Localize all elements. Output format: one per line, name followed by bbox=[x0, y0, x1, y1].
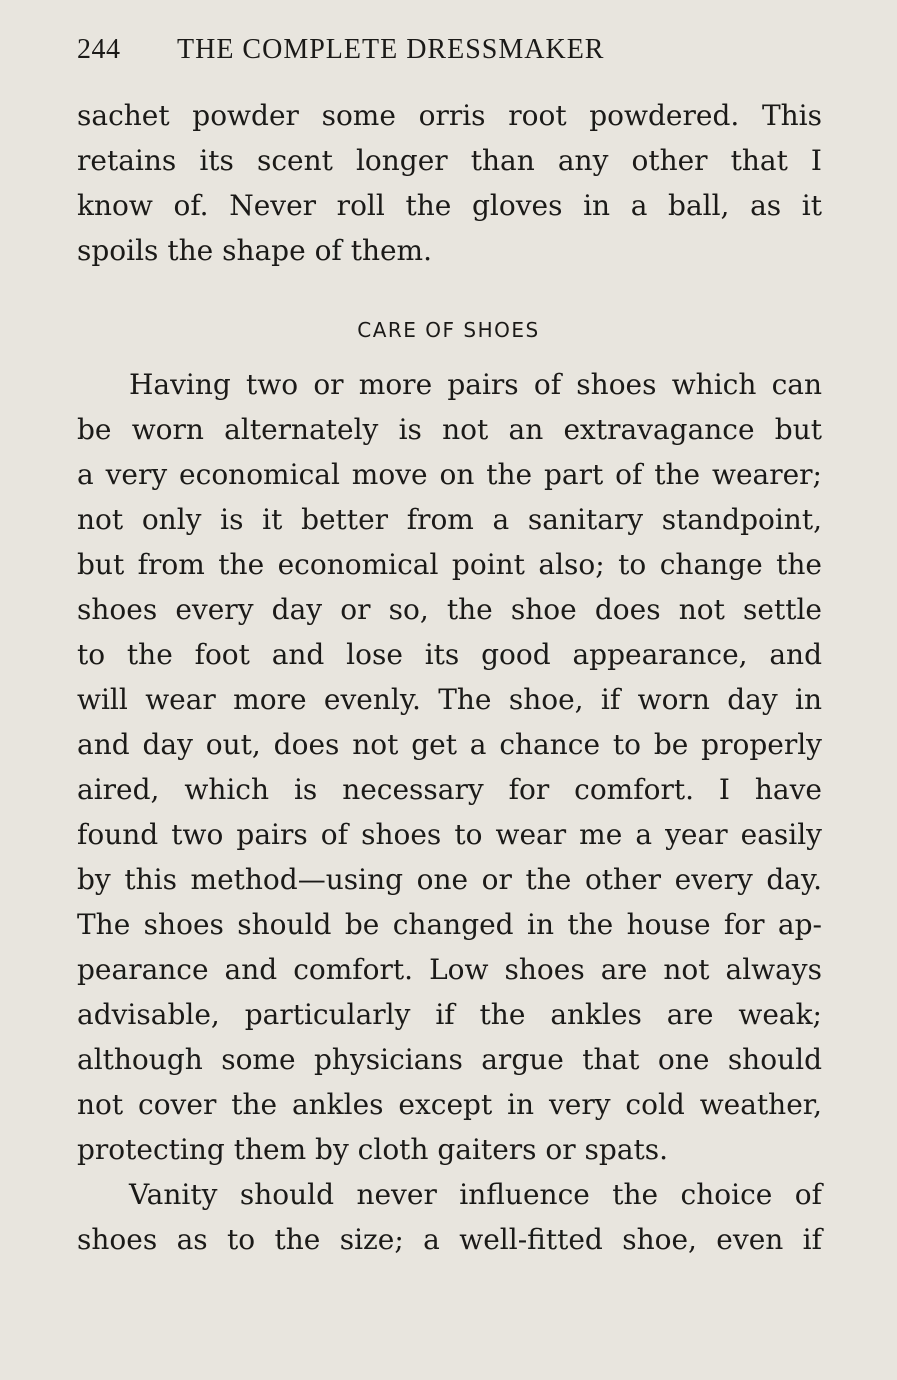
text-line: not only is it better from a sanitary standpoint, bbox=[77, 503, 822, 536]
section-heading: CARE OF SHOES bbox=[357, 318, 540, 342]
text-line: protecting them by cloth gaiters or spats. bbox=[77, 1133, 669, 1166]
text-line: by this method—using one or the other every day. bbox=[77, 863, 822, 896]
text-line: shoes as to the size; a well-fitted shoe, even if bbox=[77, 1223, 822, 1256]
text-line: The shoes should be changed in the house for ap- bbox=[77, 908, 822, 941]
text-line: although some physicians argue that one should bbox=[77, 1043, 822, 1076]
text-line: not cover the ankles except in very cold weather, bbox=[77, 1088, 822, 1121]
text-line: sachet powder some orris root powdered. This bbox=[77, 99, 822, 132]
text-line: a very economical move on the part of the wearer; bbox=[77, 458, 822, 491]
text-line: spoils the shape of them. bbox=[77, 234, 433, 267]
page-number: 244 bbox=[77, 34, 121, 65]
text-line: will wear more evenly. The shoe, if worn day in bbox=[77, 683, 822, 716]
page-header bbox=[77, 34, 822, 66]
text-line: but from the economical point also; to change the bbox=[77, 548, 822, 581]
text-line: Having two or more pairs of shoes which can bbox=[129, 368, 822, 401]
text-line: found two pairs of shoes to wear me a year easily bbox=[77, 818, 822, 851]
text-line: to the foot and lose its good appearance, and bbox=[77, 638, 822, 671]
text-line: retains its scent longer than any other that I bbox=[77, 144, 822, 177]
text-line: advisable, particularly if the ankles are weak; bbox=[77, 998, 822, 1031]
text-line: pearance and comfort. Low shoes are not always bbox=[77, 953, 822, 986]
text-line: Vanity should never influence the choice of bbox=[129, 1178, 822, 1211]
text-line: know of. Never roll the gloves in a ball, as it bbox=[77, 189, 822, 222]
text-line: shoes every day or so, the shoe does not settle bbox=[77, 593, 822, 626]
running-title: THE COMPLETE DRESSMAKER bbox=[177, 34, 605, 65]
text-line: aired, which is necessary for comfort. I have bbox=[77, 773, 822, 806]
text-line: and day out, does not get a chance to be properly bbox=[77, 728, 822, 761]
text-line: be worn alternately is not an extravagance but bbox=[77, 413, 822, 446]
